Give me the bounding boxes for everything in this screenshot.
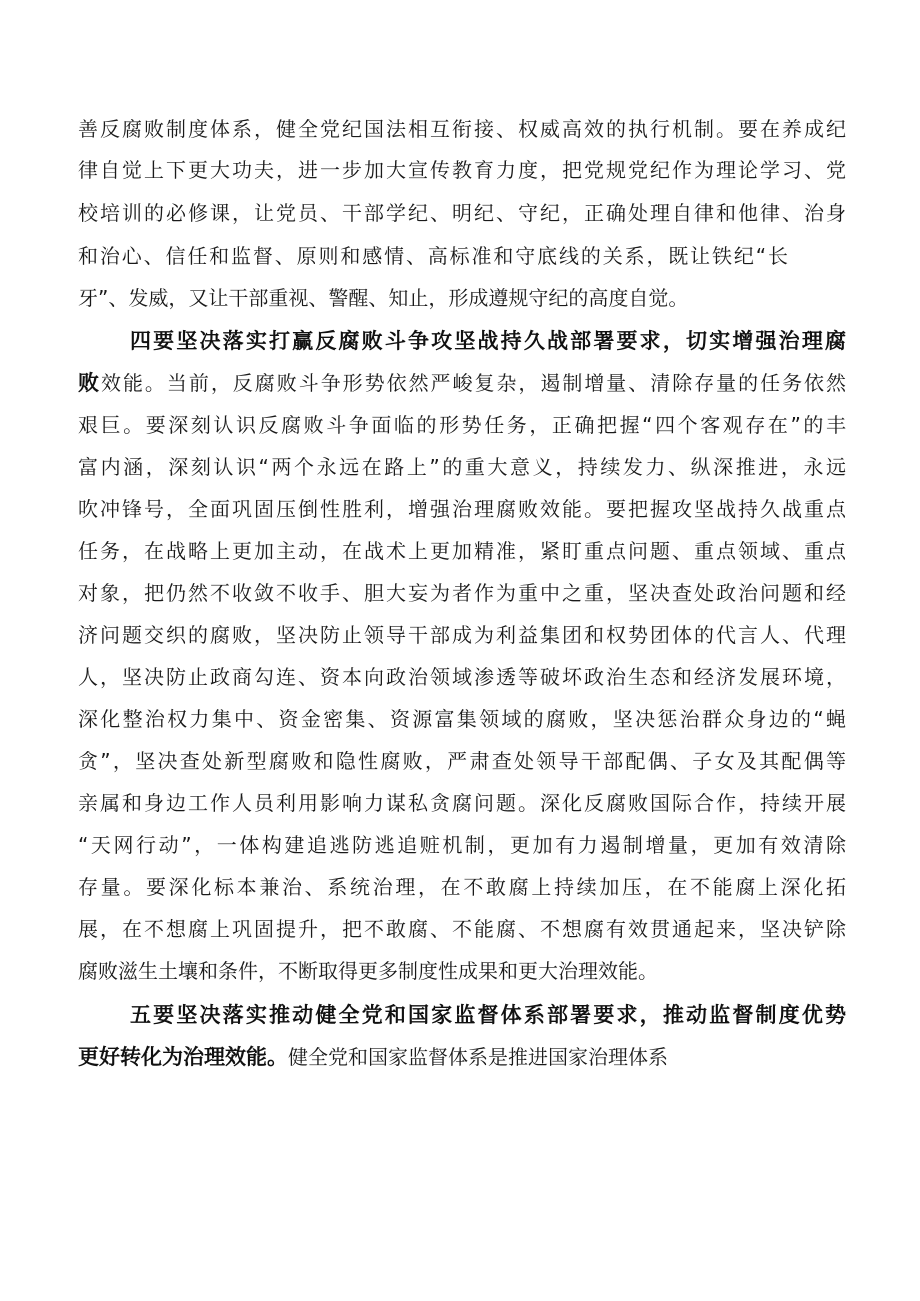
text-segment: 健全党和国家监督体系是推进国家治理体系 xyxy=(288,1045,668,1069)
text-line: 牙”、发威，又让干部重视、警醒、知止，形成遵规守纪的高度自觉。 xyxy=(78,286,689,310)
text-line: 济问题交织的腐败，坚决防止领导干部成为利益集团和权势团体的代言人、代理 xyxy=(78,623,846,647)
section-heading: 四要坚决落实打赢反腐败斗争攻坚战持久战部署要求，切实增强治理腐 xyxy=(130,329,846,353)
text-line: “天网行动”，一体构建追逃防逃追赃机制，更加有力遏制增量，更加有效清除 xyxy=(78,833,846,857)
text-line: 对象，把仍然不收敛不收手、胆大妄为者作为重中之重，坚决查处政治问题和经 xyxy=(78,581,846,605)
text-line: 深化整治权力集中、资金密集、资源富集领域的腐败，坚决惩治群众身边的“蝇 xyxy=(78,707,846,731)
section-heading: 五要坚决落实推动健全党和国家监督体系部署要求，推动监督制度优势 xyxy=(130,1003,846,1027)
text-line: 人，坚决防止政商勾连、资本向政治领域渗透等破坏政治生态和经济发展环境， xyxy=(78,665,846,689)
text-line: 艰巨。要深刻认识反腐败斗争面临的形势任务，正确把握“四个客观存在”的丰 xyxy=(78,413,846,437)
text-line: 贪”，坚决查处新型腐败和隐性腐败，严肃查处领导干部配偶、子女及其配偶等 xyxy=(78,749,846,773)
text-line: 任务，在战略上更加主动，在战术上更加精准，紧盯重点问题、重点领域、重点 xyxy=(78,539,846,563)
text-line: 善反腐败制度体系，健全党纪国法相互衔接、权威高效的执行机制。要在养成纪 xyxy=(78,117,846,141)
section-heading-tail: 败 xyxy=(78,371,101,395)
text-line: 腐败滋生土壤和条件，不断取得更多制度性成果和更大治理效能。 xyxy=(78,959,658,983)
text-line: 富内涵，深刻认识“两个永远在路上”的重大意义，持续发力、纵深推进，永远 xyxy=(78,455,846,479)
text-line: 展，在不想腐上巩固提升，把不敢腐、不能腐、不想腐有效贯通起来，坚决铲除 xyxy=(78,917,846,941)
text-line xyxy=(78,366,846,400)
text-line: 校培训的必修课，让党员、干部学纪、明纪、守纪，正确处理自律和他律、治身 xyxy=(78,201,846,225)
text-line xyxy=(78,1040,668,1074)
text-line: 律自觉上下更大功夫，进一步加大宣传教育力度，把党规党纪作为理论学习、党 xyxy=(78,158,846,182)
text-line: 亲属和身边工作人员利用影响力谋私贪腐问题。深化反腐败国际合作，持续开展 xyxy=(78,791,846,815)
text-line: 存量。要深化标本兼治、系统治理，在不敢腐上持续加压，在不能腐上深化拓 xyxy=(78,875,846,899)
text-line: 吹冲锋号，全面巩固压倒性胜利，增强治理腐败效能。要把握攻坚战持久战重点 xyxy=(78,497,846,521)
text-segment: 效能。当前，反腐败斗争形势依然严峻复杂，遏制增量、清除存量的任务依然 xyxy=(100,371,847,395)
section-heading-tail: 更好转化为治理效能。 xyxy=(78,1045,288,1069)
text-line: 和治心、信任和监督、原则和感情、高标准和守底线的关系，既让铁纪“长 xyxy=(78,244,788,268)
